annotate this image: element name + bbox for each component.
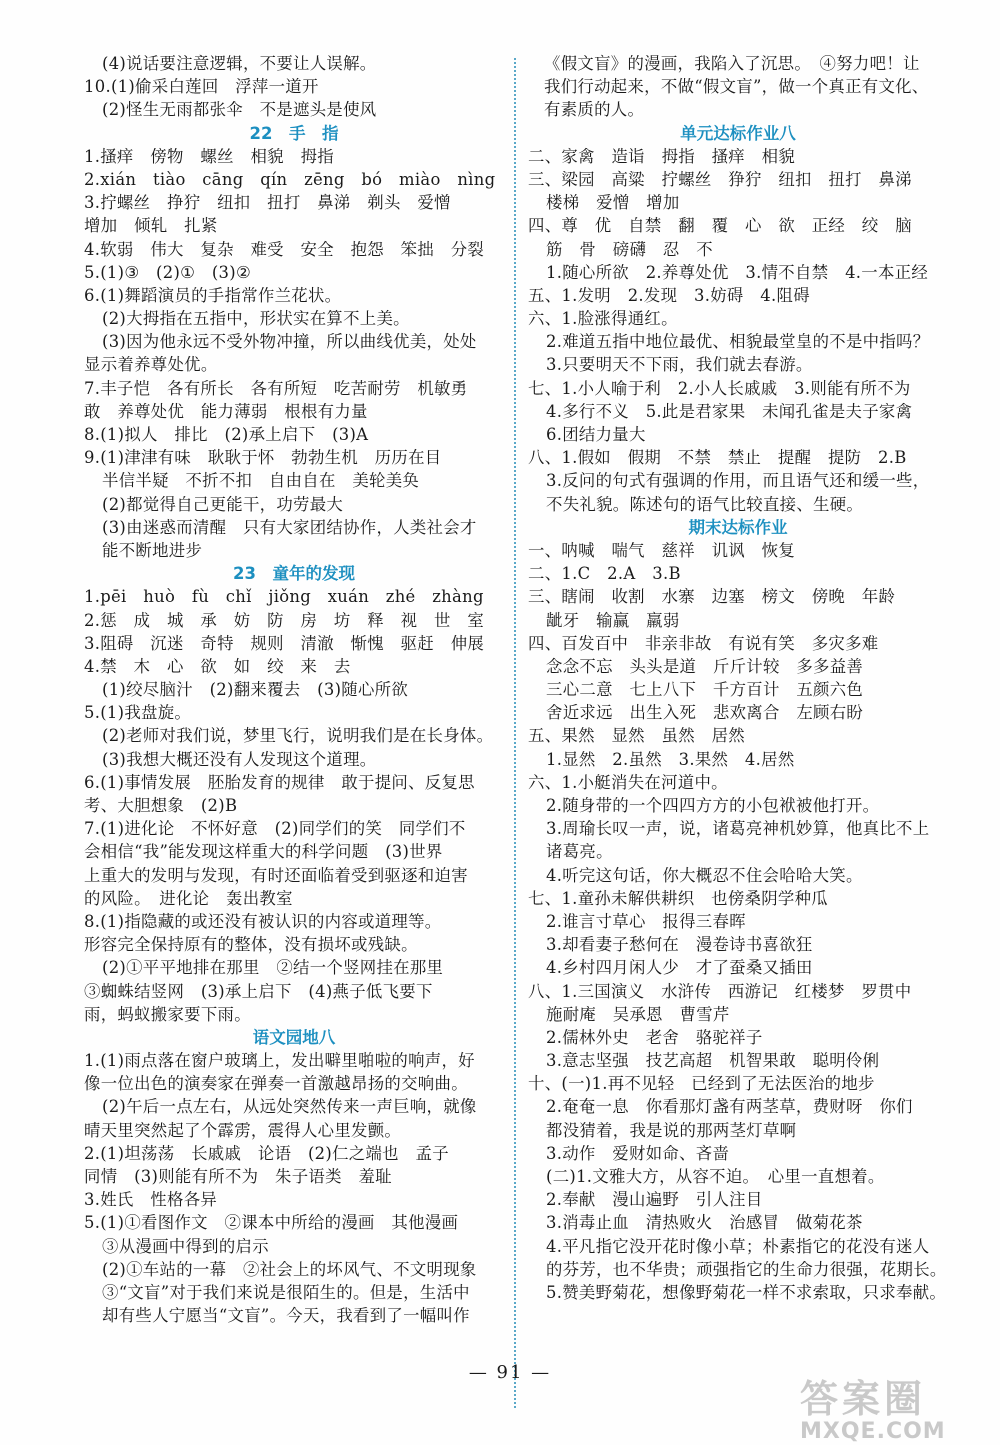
answer-line: (3)因为他永远不受外物冲撞，所以曲线优美，处处: [102, 332, 477, 352]
answer-line: 2.难道五指中地位最优、相貌最堂皇的不是中指吗？: [546, 332, 930, 352]
answer-line: 2.奉献 漫山遍野 引人注目: [546, 1190, 763, 1210]
answer-line: 4.平凡指它没开花时像小草；朴素指它的花没有迷人: [546, 1236, 930, 1256]
answer-line: 7.丰子恺 各有所长 各有所短 吃苦耐劳 机敏勇: [84, 378, 468, 398]
section-heading: 22 手 指: [249, 123, 339, 143]
answer-line: (2)老师对我们说，梦里飞行，说明我们是在长身体。: [102, 726, 494, 746]
answer-line: 二、家禽 造诣 拇指 搔痒 相貌: [528, 146, 796, 166]
answer-line: 的芬芳，也不华贵；顽强指它的生命力很强，花期长。: [546, 1259, 947, 1279]
answer-line: 3.阻碍 沉迷 奇特 规则 清澈 惭愧 驱赶 伸展: [84, 633, 485, 653]
answer-line: 3.反问的句式有强调的作用，而且语气还和缓一些，: [546, 471, 930, 491]
answer-line: 5.赞美野菊花，想像野菊花一样不求索取，只求奉献。: [546, 1282, 947, 1302]
section-heading: 期末达标作业: [688, 517, 788, 537]
answer-line: (3)我想大概还没有人发现这个道理。: [102, 749, 377, 769]
answer-line: 有素质的人。: [544, 100, 645, 120]
answer-line: 3.消毒止血 清热败火 治感冒 做菊花茶: [546, 1213, 863, 1233]
left-answer-column: [84, 52, 504, 1327]
answer-line: 2.(1)坦荡荡 长戚戚 论语 (2)仁之端也 孟子: [84, 1143, 449, 1163]
answer-line: 3.姓氏 性格各异: [84, 1190, 218, 1210]
answer-line: 形容完全保持原有的整体，没有损坏或残缺。: [84, 935, 418, 955]
answer-line: 能不断地进步: [102, 540, 203, 560]
answer-line: 2.儒林外史 老舍 骆驼祥子: [546, 1027, 763, 1047]
answer-line: 二、1.C 2.A 3.B: [528, 564, 681, 584]
answer-line: (2)都觉得自己更能干，功劳最大: [102, 494, 344, 514]
answer-line: 龇牙 输赢 羸弱: [546, 610, 680, 630]
answer-line: 1.(1)雨点落在窗户玻璃上，发出噼里啪啦的响声，好: [84, 1051, 475, 1071]
section-heading: 单元达标作业八: [680, 123, 796, 143]
answer-line: 四、百发百中 非亲非故 有说有笑 多灾多难: [528, 633, 879, 653]
answer-line: 八、1.假如 假期 不禁 禁止 提醒 提防 2.B: [528, 448, 907, 468]
answer-line: 1.pēi huò fù chǐ jiǒng xuán zhé zhàng: [84, 587, 484, 607]
answer-line: 晴天里突然起了个霹雳，震得人心里发颤。: [84, 1120, 402, 1140]
watermark-logo: [800, 1368, 990, 1444]
answer-line: ③从漫画中得到的启示: [102, 1236, 269, 1256]
answer-line: 6.(1)舞蹈演员的手指常作兰花状。: [84, 285, 342, 305]
answer-line: 一、呐喊 喘气 慈祥 讥讽 恢复: [528, 540, 796, 560]
answer-line: 8.(1)拟人 排比 (2)承上启下 (3)A: [84, 425, 369, 444]
answer-line: 敢 养尊处优 能力薄弱 根根有力量: [84, 401, 368, 421]
answer-line: (2)大拇指在五指中，形状实在算不上美。: [102, 309, 410, 329]
answer-line: (3)由迷惑而清醒 只有大家团结协作，人类社会才: [102, 517, 477, 537]
answer-line: 5.(1)①看图作文 ②课本中所给的漫画 其他漫画: [84, 1213, 459, 1233]
answer-line: 4.听完这句话，你大概忍不住会哈哈大笑。: [546, 865, 863, 885]
answer-line: 念念不忘 头头是道 斤斤计较 多多益善: [546, 656, 864, 676]
answer-line: 楼梯 爱憎 增加: [546, 193, 680, 213]
answer-line: 7.(1)进化论 不怀好意 (2)同学们的笑 同学们不: [84, 819, 466, 839]
answer-line: (4)说话要注意逻辑，不要让人误解。: [102, 54, 377, 73]
answer-line: 七、1.小人喻于利 2.小人长戚戚 3.则能有所不为: [528, 378, 911, 398]
answer-line: 半信半疑 不折不扣 自由自在 美轮美奂: [102, 471, 420, 491]
answer-line: (2)①平平地排在那里 ②结一个竖网挂在那里: [102, 958, 444, 978]
answer-line: 显示着养尊处优。: [84, 355, 218, 375]
answer-line: 的风险。 进化论 轰出教室: [84, 888, 293, 908]
answer-line: 3.意志坚强 技艺高超 机智果敢 聪明伶俐: [546, 1051, 880, 1071]
answer-line: 三、瞎闹 收割 水寨 边塞 榜文 傍晚 年龄: [528, 587, 896, 607]
page-number: — 91 —: [468, 1362, 552, 1383]
answer-line: 3.只要明天不下雨，我们就去春游。: [546, 355, 813, 375]
answer-line: 三、梁园 高粱 拧螺丝 狰狞 纽扣 扭打 鼻涕: [528, 169, 912, 189]
answer-line: 筋 骨 磅礴 忍 不: [546, 239, 713, 259]
answer-line: (二)1.文雅大方，从容不迫。 心里一直想着。: [546, 1167, 885, 1186]
answer-line: 6.(1)事情发展 胚胎发育的规律 敢于提问、反复思: [84, 772, 475, 792]
answer-line: 六、1.脸涨得通红。: [528, 309, 678, 329]
answer-line: 像一位出色的演奏家在弹奏一首激越昂扬的交响曲。: [84, 1074, 468, 1094]
answer-line: 八、1.三国演义 水浒传 西游记 红楼梦 罗贯中: [528, 981, 912, 1001]
answer-line: 10.(1)偷采白莲回 浮萍一道开: [84, 77, 319, 97]
answer-line: 三心二意 七上八下 千方百计 五颜六色: [546, 680, 864, 700]
answer-line: 6.团结力量大: [546, 425, 646, 444]
answer-line: 5.(1)③ (2)① (3)②: [84, 262, 251, 282]
answer-line: 1.显然 2.虽然 3.果然 4.居然: [546, 749, 795, 769]
answer-line: 六、1.小艇消失在河道中。: [528, 772, 728, 792]
answer-line: 9.(1)津津有味 耿耿于怀 勃勃生机 历历在目: [84, 448, 442, 468]
answer-line: 十、(一)1.再不见轻 已经到了无法医治的地步: [528, 1074, 875, 1094]
answer-line: 施耐庵 吴承恩 曹雪芹: [546, 1004, 730, 1024]
answer-line: 会相信“我”能发现这样重大的科学问题 (3)世界: [84, 842, 443, 862]
answer-line: 四、尊 优 自禁 翻 覆 心 欲 正经 绞 脑: [528, 216, 912, 236]
answer-line: 3.动作 爱财如命、吝啬: [546, 1143, 730, 1163]
answer-line: (2)午后一点左右，从远处突然传来一声巨响，就像: [102, 1097, 477, 1117]
answer-line: 不失礼貌。陈述句的语气比较直接、生硬。: [546, 494, 864, 514]
answer-line: 2.xián tiào cāng qín zēng bó miào nìng: [84, 169, 496, 189]
right-answer-column: [528, 52, 948, 1304]
answer-line: 2.随身带的一个四四方方的小包袱被他打开。: [546, 796, 880, 815]
answer-line: 舍近求远 出生入死 悲欢离合 左顾右盼: [546, 703, 864, 723]
answer-line: 上重大的发明与发现，有时还面临着受到驱逐和迫害: [84, 865, 468, 885]
section-heading: 23 童年的发现: [233, 564, 355, 584]
answer-line: 3.拧螺丝 挣狞 纽扣 扭打 鼻涕 剃头 爱憎: [84, 193, 451, 213]
answer-line: (2)怪生无雨都张伞 不是遮头是使风: [102, 100, 377, 120]
answer-line: 4.乡村四月闲人少 才了蚕桑又插田: [546, 958, 813, 978]
answer-line: 都没猜着，我是说的那两茎灯草啊: [546, 1120, 797, 1140]
answer-line: 2.惩 成 城 承 妨 防 房 坊 释 视 世 室: [84, 610, 485, 630]
answer-line: (1)绞尽脑汁 (2)翻来覆去 (3)随心所欲: [102, 680, 409, 700]
answer-line: 4.禁 木 心 欲 如 绞 来 去: [84, 656, 351, 676]
answer-line: ③“文盲”对于我们来说是很陌生的。但是，生活中: [102, 1282, 470, 1302]
answer-line: 增加 倾轧 扎紧: [84, 216, 218, 236]
answer-line: 雨，蚂蚁搬家要下雨。: [84, 1004, 251, 1024]
answer-line: 3.却看妻子愁何在 漫卷诗书喜欲狂: [546, 935, 813, 955]
answer-line: 七、1.童孙未解供耕织 也傍桑阴学种瓜: [528, 888, 828, 908]
answer-line: 8.(1)指隐藏的或还没有被认识的内容或道理等。: [84, 911, 442, 931]
answer-line: 1.搔痒 傍物 螺丝 相貌 拇指: [84, 146, 334, 166]
answer-line: 却有些人宁愿当“文盲”。今天，我看到了一幅叫作: [102, 1306, 470, 1326]
watermark-text: 答案圈: [800, 1377, 927, 1421]
answer-line: 3.周瑜长叹一声，说，诸葛亮神机妙算，他真比不上: [546, 819, 930, 839]
section-heading: 语文园地八: [252, 1027, 336, 1047]
answer-line: (2)①车站的一幕 ②社会上的坏风气、不文明现象: [102, 1259, 477, 1279]
column-divider: [514, 58, 516, 1408]
answer-line: ③蜘蛛结竖网 (3)承上启下 (4)燕子低飞要下: [84, 981, 433, 1001]
answer-line: 五、1.发明 2.发现 3.妨碍 4.阻碍: [528, 285, 810, 305]
answer-line: 我们行动起来，不做“假文盲”，做一个真正有文化、: [544, 77, 929, 97]
answer-line: 4.多行不义 5.此是君家果 未闻孔雀是夫子家禽: [546, 401, 913, 421]
answer-line: 4.软弱 伟大 复杂 难受 安全 抱怨 笨拙 分裂: [84, 239, 485, 259]
watermark-url: MXQE.COM: [800, 1419, 946, 1444]
answer-line: 2.奄奄一息 你看那灯盏有两茎草，费财呀 你们: [546, 1097, 913, 1117]
answer-line: 考、大胆想象 (2)B: [84, 796, 238, 815]
answer-line: 1.随心所欲 2.养尊处优 3.情不自禁 4.一本正经: [546, 262, 929, 282]
answer-line: 诸葛亮。: [546, 842, 613, 862]
answer-line: 《假文盲》的漫画，我陷入了沉思。 ④努力吧！让: [544, 54, 920, 73]
answer-line: 五、果然 显然 虽然 居然: [528, 726, 745, 746]
answer-line: 5.(1)我盘旋。: [84, 703, 192, 723]
answer-line: 同情 (3)则能有所不为 朱子语类 羞耻: [84, 1167, 392, 1186]
answer-line: 2.谁言寸草心 报得三春晖: [546, 911, 746, 931]
